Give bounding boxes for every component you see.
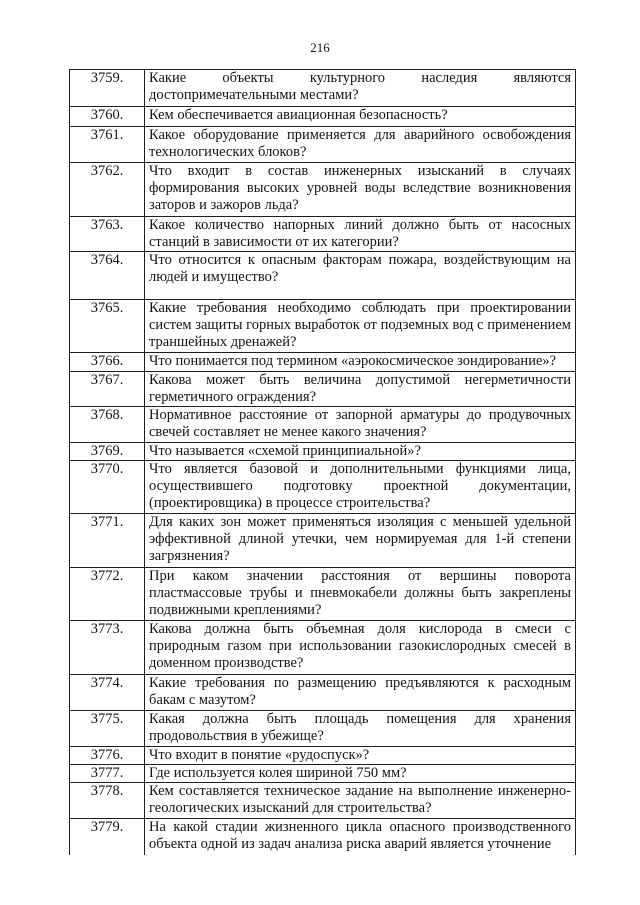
table-row	[70, 353, 576, 372]
table-row	[70, 372, 576, 407]
question-number: 3767.	[70, 372, 145, 407]
question-text: При каком значении расстояния от вершины поворота пластмассовые трубы и пневмокабели должны быть закреплены подвижными креплениями?	[145, 568, 576, 621]
table-row	[70, 461, 576, 514]
question-text: Что является базовой и дополнительными функциями лица, осуществившего подготовку проектной документации, (проектировщика) в процессе строительства?	[145, 461, 576, 514]
question-text: Что называется «схемой принципиальной»?	[145, 443, 576, 461]
question-text: Кем обеспечивается авиационная безопасность?	[145, 107, 576, 127]
page-number: 216	[310, 40, 330, 55]
questions-table	[69, 69, 576, 855]
question-number: 3759.	[70, 70, 145, 107]
question-number: 3776.	[70, 747, 145, 765]
table-row	[70, 252, 576, 300]
question-text: Какие требования необходимо соблюдать при проектировании систем защиты горных выработок от подземных вод с применением траншейных дренажей?	[145, 300, 576, 353]
question-number: 3761.	[70, 127, 145, 163]
question-number: 3762.	[70, 163, 145, 217]
question-number: 3779.	[70, 819, 145, 855]
question-number: 3772.	[70, 568, 145, 621]
table-row	[70, 163, 576, 217]
question-number: 3765.	[70, 300, 145, 353]
question-text: Какая должна быть площадь помещения для хранения продовольствия в убежище?	[145, 711, 576, 747]
question-text: Что понимается под термином «аэрокосмическое зондирование»?	[145, 353, 576, 372]
question-text: Какое оборудование применяется для аварийного освобождения технологических блоков?	[145, 127, 576, 163]
question-number: 3764.	[70, 252, 145, 300]
table-row	[70, 675, 576, 711]
question-number: 3770.	[70, 461, 145, 514]
question-text: Что входит в понятие «рудоспуск»?	[145, 747, 576, 765]
table-row	[70, 443, 576, 461]
question-number: 3763.	[70, 217, 145, 252]
question-number: 3771.	[70, 514, 145, 568]
table-row	[70, 568, 576, 621]
question-text: На какой стадии жизненного цикла опасного производственного объекта одной из задач анализа риска аварий является уточнение	[145, 819, 576, 855]
table-row	[70, 621, 576, 675]
question-text: Какое количество напорных линий должно быть от насосных станций в зависимости от их категории?	[145, 217, 576, 252]
table-row	[70, 783, 576, 819]
question-text: Какие требования по размещению предъявляются к расходным бакам с мазутом?	[145, 675, 576, 711]
question-text: Что входит в состав инженерных изысканий в случаях формирования высоких уровней воды вследствие возникновения заторов и зажоров льда?	[145, 163, 576, 217]
table-row	[70, 514, 576, 568]
question-number: 3774.	[70, 675, 145, 711]
question-text: Для каких зон может применяться изоляция с меньшей удельной эффективной длиной утечки, чем нормируемая для 1-й степени загрязнения?	[145, 514, 576, 568]
table-row	[70, 765, 576, 783]
table-row	[70, 747, 576, 765]
question-text: Нормативное расстояние от запорной арматуры до продувочных свечей составляет не менее какого значения?	[145, 407, 576, 443]
table-row	[70, 107, 576, 127]
question-text: Какие объекты культурного наследия являются достопримечательными местами?	[145, 70, 576, 107]
question-number: 3769.	[70, 443, 145, 461]
question-number: 3766.	[70, 353, 145, 372]
table-row	[70, 819, 576, 855]
question-text: Где используется колея шириной 750 мм?	[145, 765, 576, 783]
question-number: 3778.	[70, 783, 145, 819]
table-row	[70, 711, 576, 747]
question-number: 3768.	[70, 407, 145, 443]
question-number: 3777.	[70, 765, 145, 783]
question-text: Какова должна быть объемная доля кислорода в смеси с природным газом при использовании газокислородных смесей в доменном производстве?	[145, 621, 576, 675]
question-number: 3760.	[70, 107, 145, 127]
table-row	[70, 127, 576, 163]
question-number: 3773.	[70, 621, 145, 675]
table-row	[70, 217, 576, 252]
question-text: Кем составляется техническое задание на выполнение инженерно-геологических изысканий для строительства?	[145, 783, 576, 819]
table-row	[70, 407, 576, 443]
table-row	[70, 70, 576, 107]
table-row	[70, 300, 576, 353]
question-text: Что относится к опасным факторам пожара, воздействующим на людей и имущество?	[145, 252, 576, 300]
question-text: Какова может быть величина допустимой негерметичности герметичного ограждения?	[145, 372, 576, 407]
question-number: 3775.	[70, 711, 145, 747]
